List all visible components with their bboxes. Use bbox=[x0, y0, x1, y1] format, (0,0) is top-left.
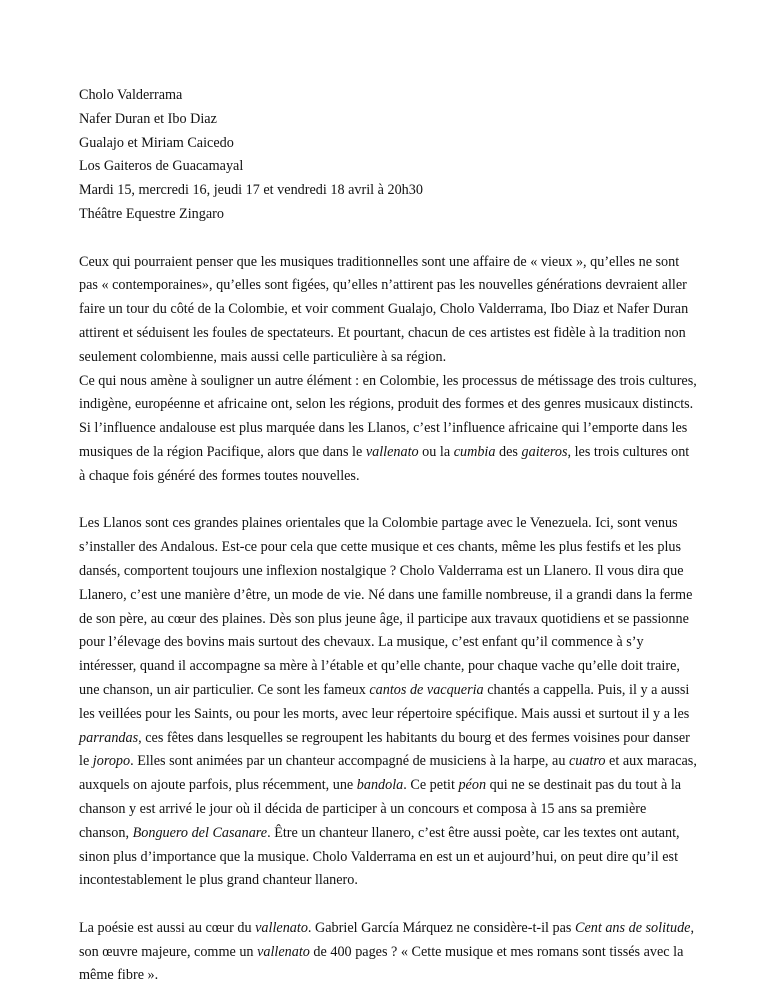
event-venue: Théâtre Equestre Zingaro bbox=[79, 205, 224, 222]
italic-term: Bonguero del Casanare bbox=[132, 824, 268, 841]
italic-term: vallenato bbox=[255, 919, 308, 936]
paragraph-1: Ceux qui pourraient penser que les musiques traditionnelles sont une affaire de « vieux », qu’elles ne sont pas « contemporaines», qu’elles sont figées, qu’elles n’attirent pas les nouvelles générations devraient aller faire un tour du côté de la Colombie, et voir comment Gualajo, Cholo Valderrama, Ibo Diaz et Nafer Duran attirent et séduisent les foules de spectateurs. Et pourtant, chacun de ces artistes est fidèle à la tradition non seulement colombienne, mais aussi celle particulière à sa région. bbox=[79, 253, 689, 365]
text-run: . Être un chanteur llanero, c’est être aussi poète, car les textes ont autant, sinon plus d’importance que la musique. Cholo Valderrama en est un et aujourd’hui, on peut dire qu’il est incontestablement le plus grand chanteur llanero. bbox=[79, 824, 680, 889]
text-run: , son œuvre majeure, comme un bbox=[79, 919, 695, 960]
italic-term: cuatro bbox=[568, 753, 606, 770]
text-run: . Gabriel García Márquez ne considère-t-il pas bbox=[307, 919, 575, 936]
text-run: qui ne se destinait pas du tout à la chanson y est arrivé le jour où il décida de participer à un concours et composa à 15 ans sa première chanson, bbox=[79, 777, 682, 841]
paragraph-3 bbox=[79, 512, 699, 893]
italic-term: cumbia bbox=[453, 443, 496, 460]
artist-line: Gualajo et Miriam Caicedo bbox=[79, 134, 234, 151]
text-run: Ce qui nous amène à souligner un autre élément : en Colombie, les processus de métissage des trois cultures, indigène, européenne et africaine ont, selon les régions, produit des formes et des genres musicaux distincts. Si l’influence andalouse est plus marquée dans les Llanos, c’est l’influence africaine qui l’emporte dans les musiques de la région Pacifique, alors que dans le bbox=[79, 372, 697, 460]
italic-term: Cent ans de solitude bbox=[575, 919, 691, 936]
paragraph-4 bbox=[79, 917, 699, 988]
artist-line: Cholo Valderrama bbox=[79, 87, 183, 103]
text-run: ou la bbox=[418, 443, 454, 460]
italic-term: péon bbox=[458, 777, 487, 794]
italic-term: parrandas bbox=[79, 729, 139, 746]
text-run: , les trois cultures ont à chaque fois généré des formes toutes nouvelles. bbox=[79, 443, 690, 484]
italic-term: vallenato bbox=[257, 943, 310, 960]
italic-term: cantos de vacqueria bbox=[369, 681, 484, 698]
text-run: de 400 pages ? « Cette musique et mes romans sont tissés avec la même fibre ». bbox=[79, 943, 684, 984]
text-run: chantés a cappella. Puis, il y a aussi les veillées pour les Saints, ou pour les morts, avec leur répertoire spécifique. Mais aussi et surtout il y a les bbox=[79, 681, 690, 722]
italic-term: vallenato bbox=[365, 443, 419, 460]
paragraph-2 bbox=[79, 370, 699, 489]
italic-term: bandola bbox=[356, 777, 404, 794]
artist-line: Los Gaiteros de Guacamayal bbox=[79, 158, 244, 175]
text-run: La poésie est aussi au cœur du bbox=[79, 919, 256, 936]
text-run: Les Llanos sont ces grandes plaines orientales que la Colombie partage avec le Venezuela. Ici, sont venus s’installer des Andalous. Est-ce pour cela que cette musique et ces chants, même les plus festifs et les plus dansés, comportent toujours une inflexion nostalgique ? Cholo Valderrama est un Llanero. Il vous dira que Llanero, c’est une manière d’être, un mode de vie. Né dans une famille nombreuse, il a grandi dans la ferme de son père, au cœur des plaines. Dès son plus jeune âge, il participe aux travaux quotidiens et se passionne pour l’élevage des bovins mais surtout des chevaux. La musique, c’est enfant qu’il commence à s’y intéresser, quand il accompagne sa mère à l’étable et qu’elle chante, pour chaque vache qu’elle doit traire, une chanson, un air particulier. Ce sont les fameux bbox=[79, 515, 693, 698]
text-run: . Ce petit bbox=[403, 777, 459, 794]
italic-term: gaiteros bbox=[521, 443, 568, 460]
text-run: et aux maracas, auxquels on ajoute parfois, plus récemment, une bbox=[79, 753, 697, 794]
text-run: , ces fêtes dans lesquelles se regroupent les habitants du bourg et des fermes voisines pour danser le bbox=[79, 729, 690, 770]
italic-term: joropo bbox=[92, 753, 131, 770]
event-dates: Mardi 15, mercredi 16, jeudi 17 et vendredi 18 avril à 20h30 bbox=[79, 182, 423, 199]
spacer bbox=[79, 227, 699, 251]
document-page bbox=[79, 84, 699, 988]
spacer bbox=[79, 489, 699, 513]
text-run: . Elles sont animées par un chanteur accompagné de musiciens à la harpe, au bbox=[130, 753, 569, 770]
spacer bbox=[79, 893, 699, 917]
artist-line: Nafer Duran et Ibo Diaz bbox=[79, 110, 217, 127]
event-header bbox=[79, 84, 699, 227]
text-run: des bbox=[495, 443, 522, 460]
